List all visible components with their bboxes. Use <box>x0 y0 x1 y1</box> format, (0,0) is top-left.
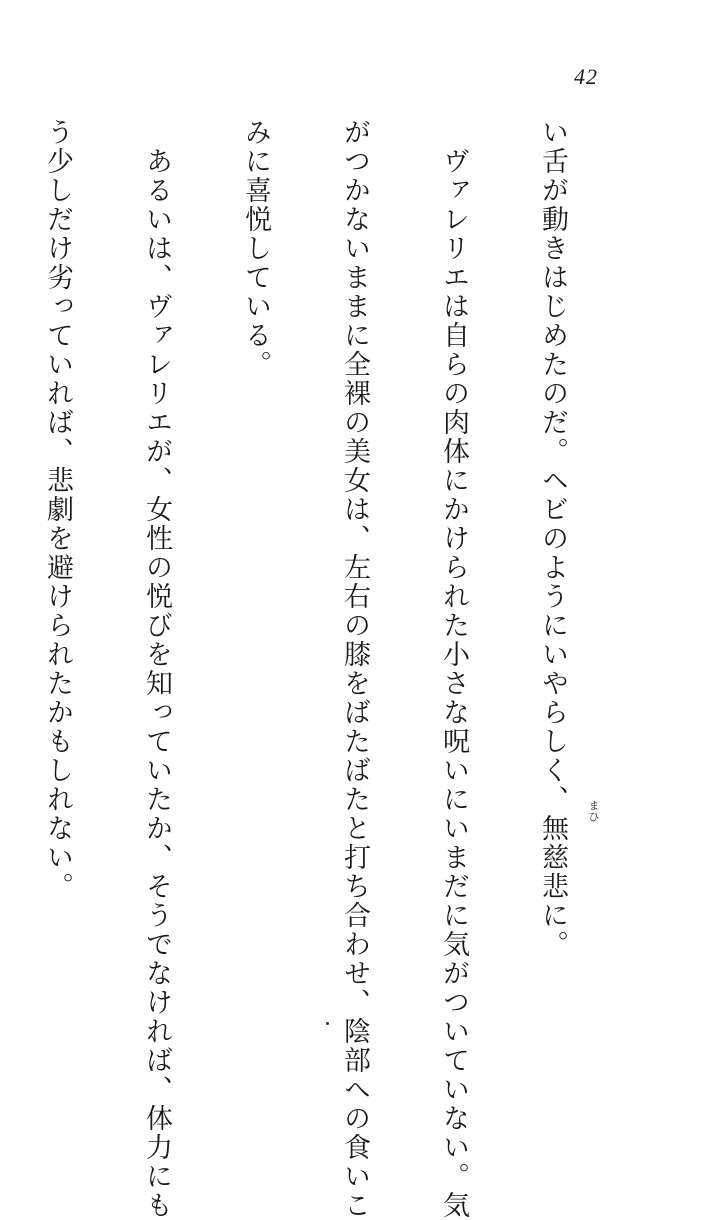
vertical-text-body <box>42 118 635 1220</box>
page-number: 42 <box>574 64 598 89</box>
text-line: う少しだけ劣っていれば、悲劇を避けられたかもしれない。 <box>42 118 73 901</box>
text-line: あるいは、ヴァレリエが、女性の悦びを知っていたか、そうでなければ、体力にも <box>141 118 172 1220</box>
print-speck <box>326 1022 329 1025</box>
text-line: がつかないままに全裸の美女は、左右の膝をばたばたと打ち合わせ、陰部への食いこ <box>339 118 370 1220</box>
ruby-annotation: まひ <box>587 800 600 822</box>
text-line: い舌が動きはじめたのだ。ヘビのようにいやらしく、無慈悲に。 <box>537 118 568 959</box>
text-line: みに喜悦している。 <box>240 118 271 379</box>
text-line: ヴァレリエは自らの肉体にかけられた小さな呪いにいまだに気がついていない。気 <box>438 118 469 1220</box>
